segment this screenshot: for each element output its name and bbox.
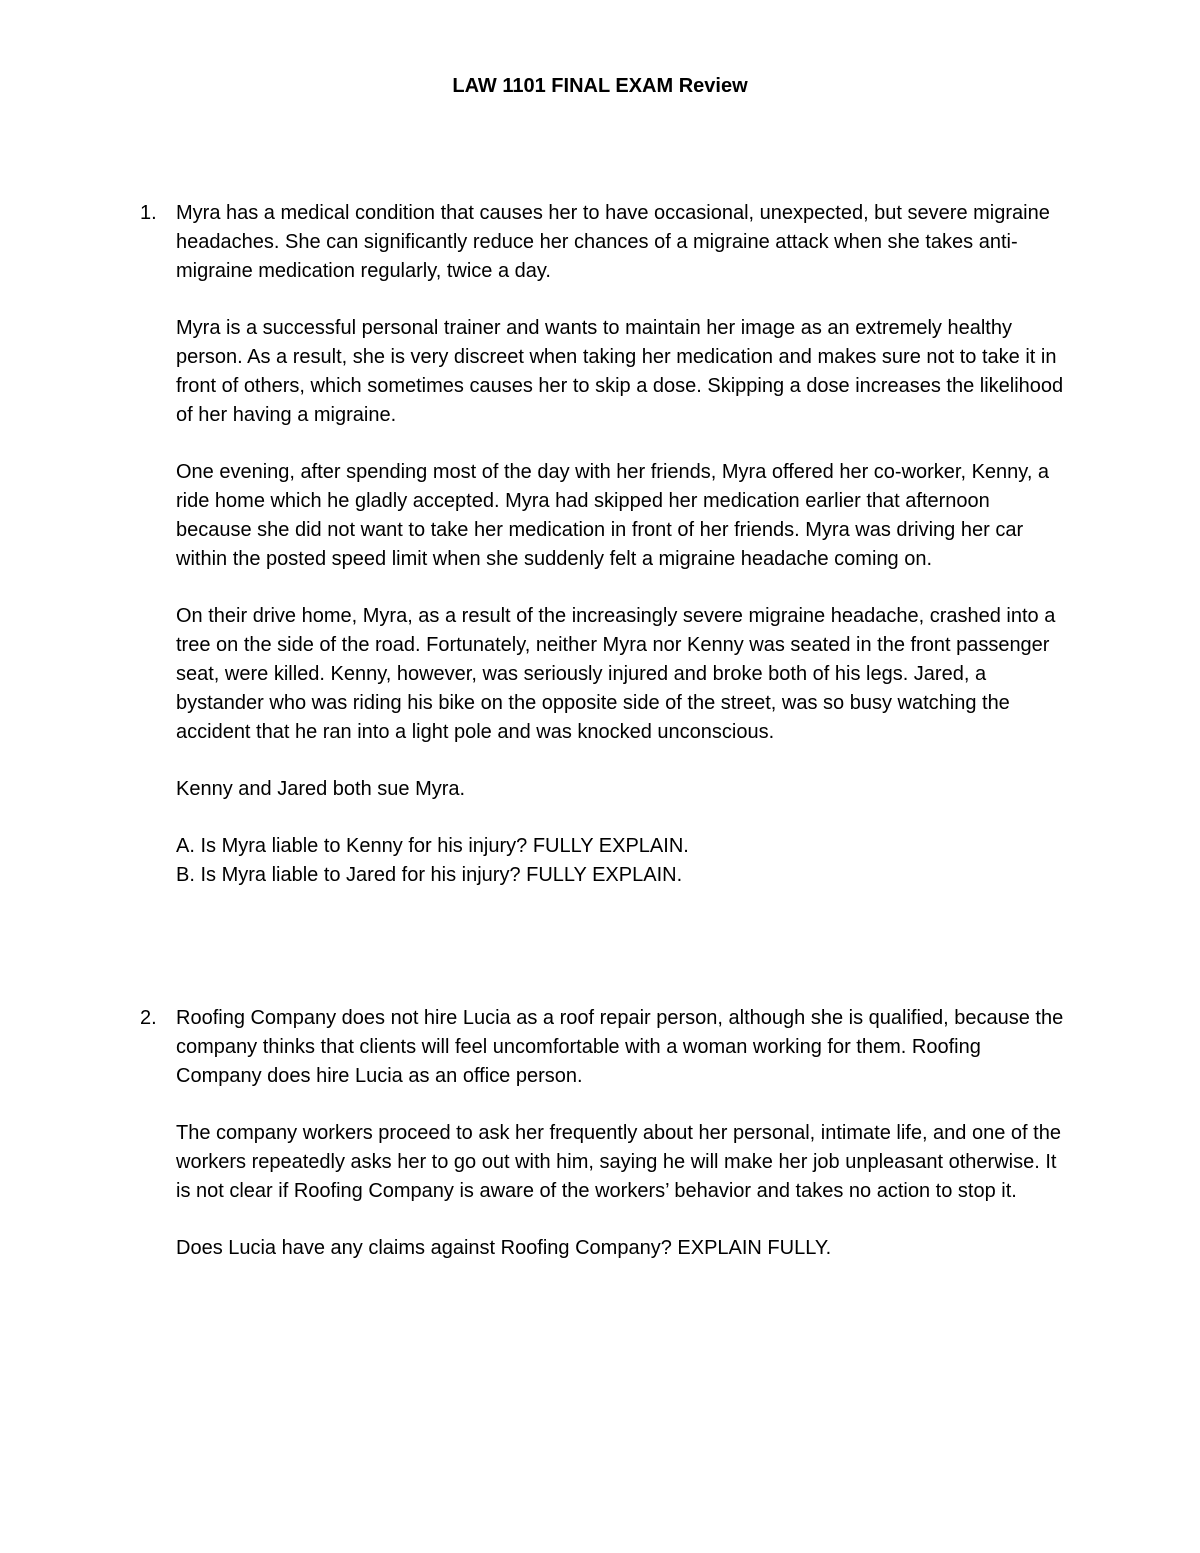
question-2 [140,1004,1070,1263]
question-number: 2. [140,1007,157,1029]
document-title: LAW 1101 FINAL EXAM Review [452,75,748,97]
question-body [176,1004,1070,1263]
question-paragraph: On their drive home, Myra, as a result of the increasingly severe migraine headache, crashed into a tree on the side of the road. Fortunately, neither Myra nor Kenny was seated in the front passenger seat, were killed. Kenny, however, was seriously injured and broke both of his legs. Jared, a bystander who was riding his bike on the opposite side of the street, was so busy watching the accident that he ran into a light pole and was knocked unconscious. [176,605,1056,743]
question-paragraph: The company workers proceed to ask her frequently about her personal, intimate life, and one of the workers repeatedly asks her to go out with him, saying he will make her job unpleasant otherwise. It is not clear if Roofing Company is aware of the workers’ behavior and takes no action to stop it. [176,1122,1061,1202]
question-1 [140,199,1070,890]
sub-question-a: A. Is Myra liable to Kenny for his injury? FULLY EXPLAIN. [176,835,689,857]
question-paragraph: One evening, after spending most of the day with her friends, Myra offered her co-worker, Kenny, a ride home which he gladly accepted. Myra had skipped her medication earlier that afternoon because she did not want to take her medication in front of her friends. Myra was driving her car within the posted speed limit when she suddenly felt a migraine headache coming on. [176,461,1050,570]
sub-question-b: B. Is Myra liable to Jared for his injury? FULLY EXPLAIN. [176,864,683,886]
question-body [176,199,1070,890]
question-number: 1. [140,202,157,224]
question-paragraph: Myra has a medical condition that causes her to have occasional, unexpected, but severe migraine headaches. She can significantly reduce her chances of a migraine attack when she takes anti-migraine medication regularly, twice a day. [176,202,1050,282]
question-paragraph: Kenny and Jared both sue Myra. [176,778,466,800]
question-paragraph: Does Lucia have any claims against Roofing Company? EXPLAIN FULLY. [176,1237,832,1259]
question-paragraph: Myra is a successful personal trainer and wants to maintain her image as an extremely healthy person. As a result, she is very discreet when taking her medication and makes sure not to take it in front of others, which sometimes causes her to skip a dose. Skipping a dose increases the likelihood of her having a migraine. [176,317,1064,426]
question-paragraph: Roofing Company does not hire Lucia as a roof repair person, although she is qualified, because the company thinks that clients will feel uncomfortable with a woman working for them. Roofing Company does hire Lucia as an office person. [176,1007,1064,1087]
